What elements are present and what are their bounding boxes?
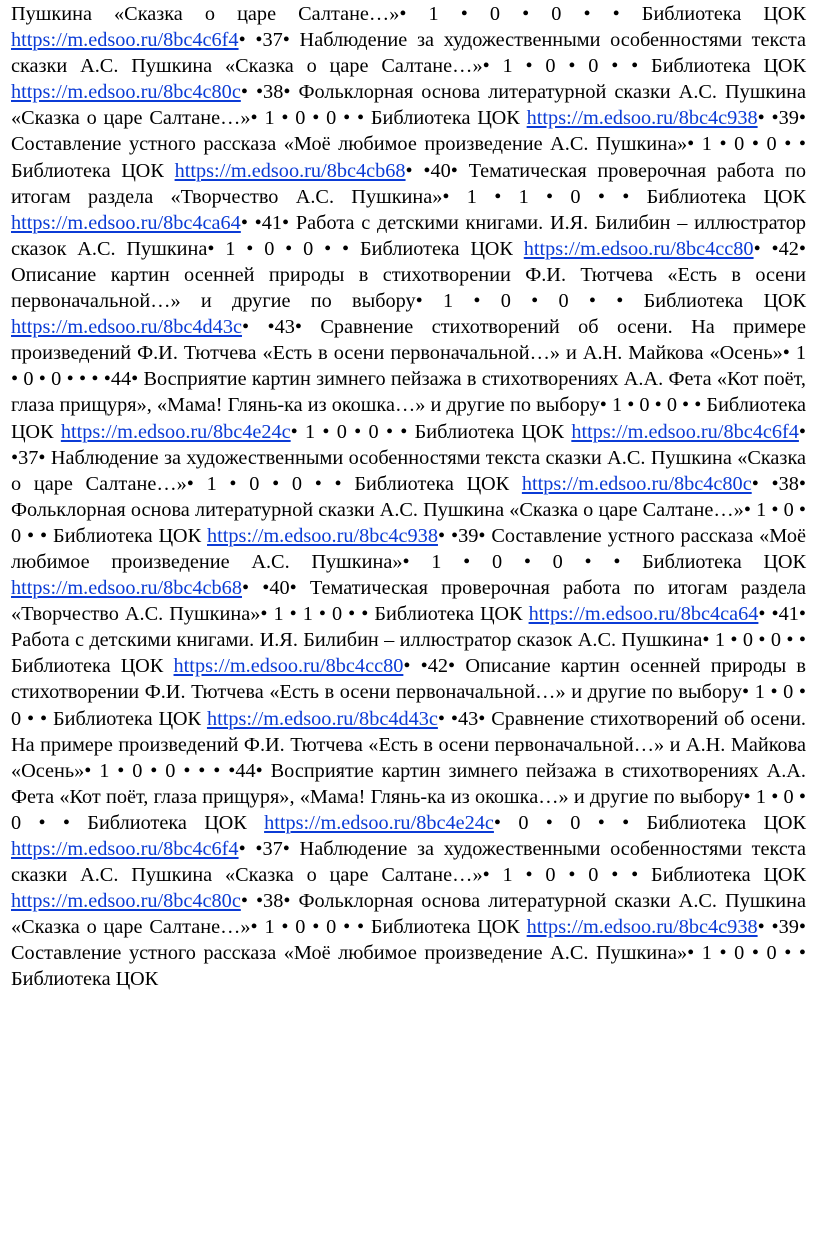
lesson-text: • •38• Фольклорная основа литературной сказки А.С. Пушкина «Сказка о царе Салтане…»• 1 • 0 • 0 • • Библиотека ЦОК [11,890,806,939]
lesson-text: • •42• Описание картин осенней природы в стихотворении Ф.И. Тютчева «Есть в осени первоначальной…» и другие по выбору• 1 • 0 • 0 • • Библиотека ЦОК [11,655,806,730]
intro-text: Пушкина «Сказка о царе Салтане…»• 1 • 0 • 0 • • Библиотека ЦОК [11,3,806,25]
lesson-link[interactable]: https://m.edsoo.ru/8bc4c80c [11,81,241,104]
lesson-link[interactable]: https://m.edsoo.ru/8bc4c6f4 [11,838,239,860]
lesson-link[interactable]: https://m.edsoo.ru/8bc4cb68 [174,159,406,182]
lesson-text: • •41• Работа с детскими книгами. И.Я. Билибин – иллюстратор сказок А.С. Пушкина• 1 • 0 • 0 • • Библиотека ЦОК [11,211,806,260]
lesson-text: • •40• Тематическая проверочная работа по итогам раздела «Творчество А.С. Пушкина»• 1 • 1 • 0 • • Библиотека ЦОК [11,577,806,626]
lesson-link[interactable]: https://m.edsoo.ru/8bc4e24c [60,420,291,443]
lesson-text: • •37• Наблюдение за художественными особенностями текста сказки А.С. Пушкина «Сказка о царе Салтане…»• 1 • 0 • 0 • • Библиотека ЦОК [11,420,807,495]
lesson-text: • •37• Наблюдение за художественными особенностями текста сказки А.С. Пушкина «Сказка о царе Салтане…»• 1 • 0 • 0 • • Библиотека ЦОК [11,29,806,78]
lesson-link[interactable]: https://m.edsoo.ru/8bc4cc80 [523,237,754,260]
lesson-link[interactable]: https://m.edsoo.ru/8bc4c938 [526,107,758,130]
lesson-link[interactable]: https://m.edsoo.ru/8bc4c6f4 [571,420,799,443]
lesson-link[interactable]: https://m.edsoo.ru/8bc4d43c [206,707,438,730]
lesson-link[interactable]: https://m.edsoo.ru/8bc4c6f4 [11,29,239,52]
lesson-link[interactable]: https://m.edsoo.ru/8bc4d43c [11,316,242,339]
lesson-text: • 1 • 0 • 0 • • Библиотека ЦОК [290,420,572,443]
lesson-text: • •43• Сравнение стихотворений об осени. На примере произведений Ф.И. Тютчева «Есть в осени первоначальной…» и А.Н. Майкова «Осень»• 1 • 0 • 0 • • • •44• Восприятие картин зимнего пейзажа в стихотворениях А.А. Фета «Кот поёт, глаза прищуря», «Мама! Глянь-ка из окошка…» и другие по выбору• 1 • 0 • 0 • • Библиотека ЦОК [11,316,806,443]
lesson-link[interactable]: https://m.edsoo.ru/8bc4cb68 [11,577,242,600]
lesson-link[interactable]: https://m.edsoo.ru/8bc4e24c [264,811,494,834]
lesson-link[interactable]: https://m.edsoo.ru/8bc4ca64 [528,603,759,626]
lesson-text: • •39• Составление устного рассказа «Моё любимое произведение А.С. Пушкина»• 1 • 0 • 0 • • Библиотека ЦОК [11,524,806,573]
lesson-text: • •39• Составление устного рассказа «Моё любимое произведение А.С. Пушкина»• 1 • 0 • 0 • • Библиотека ЦОК [11,107,806,182]
lesson-text: • 0 • 0 • • Библиотека ЦОК [493,811,806,834]
lesson-text: • •41• Работа с детскими книгами. И.Я. Билибин – иллюстратор сказок А.С. Пушкина• 1 • 0 • 0 • • Библиотека ЦОК [11,603,807,678]
lesson-link[interactable]: https://m.edsoo.ru/8bc4c80c [521,472,752,495]
lesson-text: • •39• Составление устного рассказа «Моё любимое произведение А.С. Пушкина»• 1 • 0 • 0 • • Библиотека ЦОК [11,916,806,991]
lesson-link[interactable]: https://m.edsoo.ru/8bc4c938 [526,916,758,939]
lesson-link[interactable]: https://m.edsoo.ru/8bc4ca64 [11,211,241,234]
lesson-text: • •40• Тематическая проверочная работа по итогам раздела «Творчество А.С. Пушкина»• 1 • 1 • 0 • • Библиотека ЦОК [11,159,806,208]
document-body [11,1,806,993]
lesson-link[interactable]: https://m.edsoo.ru/8bc4c938 [207,524,438,547]
lesson-text: • •37• Наблюдение за художественными особенностями текста сказки А.С. Пушкина «Сказка о царе Салтане…»• 1 • 0 • 0 • • Библиотека ЦОК [11,838,806,887]
lesson-text: • •43• Сравнение стихотворений об осени. На примере произведений Ф.И. Тютчева «Есть в осени первоначальной…» и А.Н. Майкова «Осень»• 1 • 0 • 0 • • • •44• Восприятие картин зимнего пейзажа в стихотворениях А.А. Фета «Кот поёт, глаза прищуря», «Мама! Глянь-ка из окошка…» и другие по выбору• 1 • 0 • 0 • • Библиотека ЦОК [11,707,806,834]
lesson-text: • •38• Фольклорная основа литературной сказки А.С. Пушкина «Сказка о царе Салтане…»• 1 • 0 • 0 • • Библиотека ЦОК [11,472,806,547]
lesson-text: • •42• Описание картин осенней природы в стихотворении Ф.И. Тютчева «Есть в осени первоначальной…» и другие по выбору• 1 • 0 • 0 • • Библиотека ЦОК [11,237,806,313]
lesson-text: • •38• Фольклорная основа литературной сказки А.С. Пушкина «Сказка о царе Салтане…»• 1 • 0 • 0 • • Библиотека ЦОК [11,81,806,130]
lesson-link[interactable]: https://m.edsoo.ru/8bc4cc80 [173,655,404,678]
lesson-link[interactable]: https://m.edsoo.ru/8bc4c80c [11,890,241,913]
